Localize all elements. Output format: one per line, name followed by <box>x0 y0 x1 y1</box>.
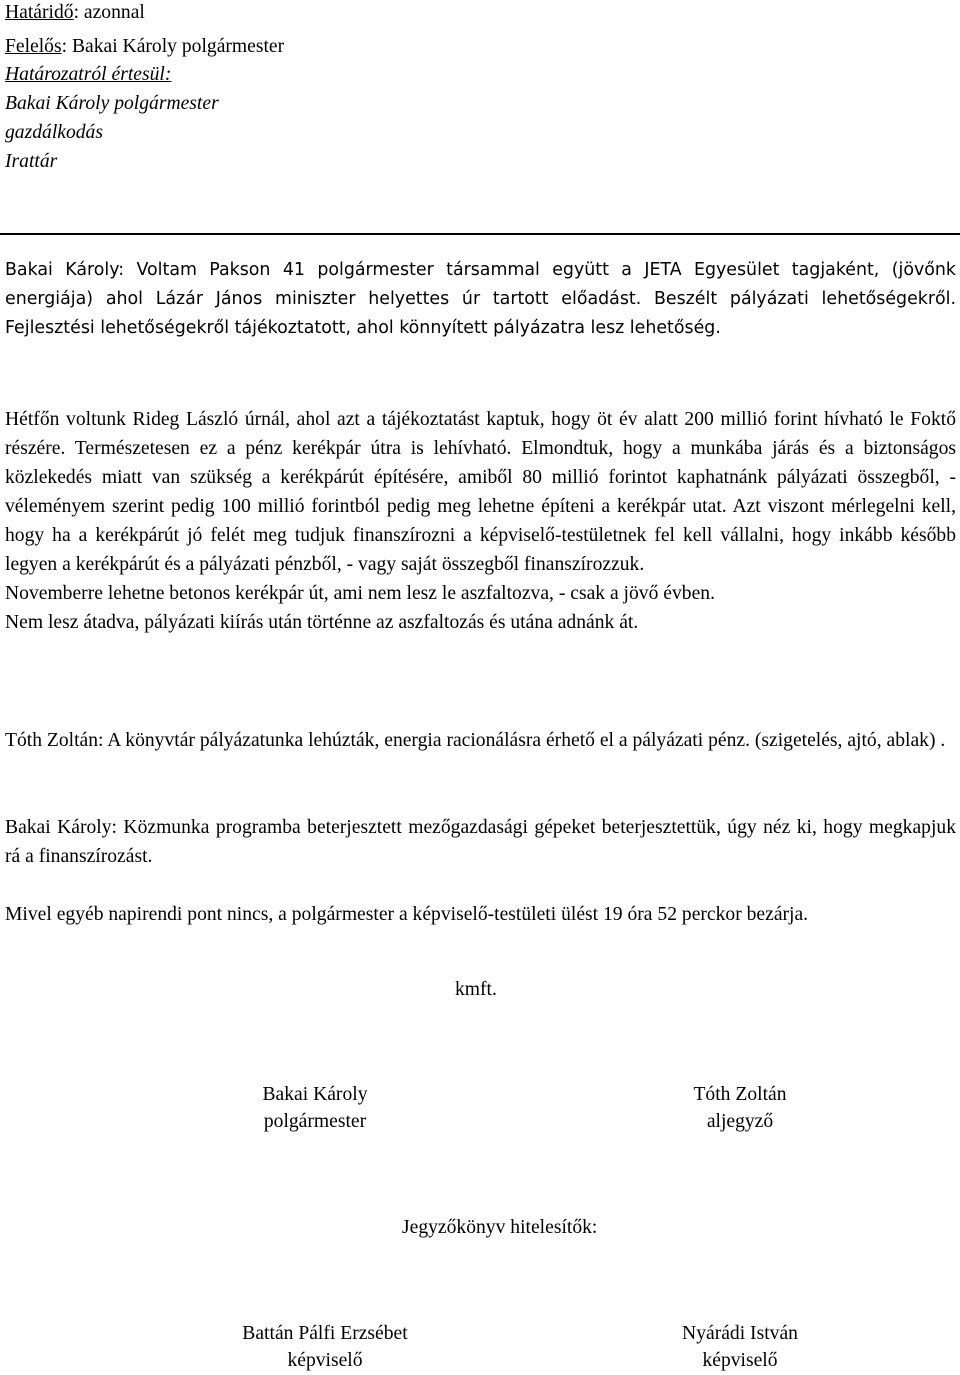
responsible-label: Felelős <box>5 36 62 57</box>
paragraph-hetfon <box>5 405 956 637</box>
signer-role: képviselő <box>287 1350 363 1371</box>
notified-heading: Határozatról értesül: <box>5 64 172 85</box>
authenticators-label: Jegyzőkönyv hitelesítők: <box>402 1217 598 1238</box>
deadline-label: Határidő <box>5 2 74 23</box>
signer-role: aljegyző <box>706 1111 774 1132</box>
responsible-line <box>5 37 284 57</box>
signer-name: Battán Pálfi Erzsébet <box>242 1323 408 1344</box>
deadline-value: : azonnal <box>73 2 145 23</box>
paragraph-pakson: Bakai Károly: Voltam Pakson 41 polgármester társammal együtt a JETA Egyesület tagjaként, (jövőnk energiája) ahol Lázár János miniszter helyettes úr tartott előadást. Beszélt pályázati lehetőségekről. Fejlesztési lehetőségekről tájékoztatott, ahol könnyített pályázatra lesz lehetőség. <box>5 260 956 338</box>
signer-name: Tóth Zoltán <box>693 1084 787 1105</box>
paragraph-atadas: Nem lesz átadva, pályázati kiírás után történne az aszfaltozás és utána adnánk át. <box>5 612 639 633</box>
signature-mayor <box>215 1081 415 1135</box>
paragraph-toth: Tóth Zoltán: A könyvtár pályázatunka lehúzták, energia racionálásra érhető el a pályázati pénz. (szigetelés, ajtó, ablak) . <box>5 730 946 751</box>
signature-authenticator-1 <box>195 1320 455 1374</box>
signer-role: polgármester <box>263 1111 367 1132</box>
paragraph-november: Novemberre lehetne betonos kerékpár út, ami nem lesz le aszfaltozva, - csak a jövő évben. <box>5 583 715 604</box>
paragraph-hetfon-text: Hétfőn voltunk Rideg László úrnál, ahol azt a tájékoztatást kaptuk, hogy öt év alatt 200 millió forint hívható le Foktő részére. Természetesen ez a pénz kerékpár útra is lehívható. Elmondtuk, hogy a munkába járás és a biztonságos közlekedés miatt van szükség a kerékpárút építésére, amiből 80 millió forintot kaphatnánk pályázati összegből, - véleményem szerint pedig 100 millió forintból pedig meg lehetne építeni a kerékpár utat. Azt viszont mérlegelni kell, hogy ha a kerékpárút jó felét meg tudjuk finanszírozni a képviselő-testületnek fel kell vállalni, hogy inkább később legyen a kerékpárút és a pályázati pénzből, - vagy saját összegből finanszírozzuk. <box>5 409 956 575</box>
paragraph-kozmunka: Bakai Károly: Közmunka programba beterjesztett mezőgazdasági gépeket beterjesztettük, úgy néz ki, hogy megkapjuk rá a finanszírozást. <box>5 817 956 867</box>
section-divider <box>0 233 960 235</box>
signature-authenticator-2 <box>630 1320 850 1374</box>
signer-role: képviselő <box>702 1350 778 1371</box>
signer-name: Bakai Károly <box>262 1084 368 1105</box>
paragraph-closing: Mivel egyéb napirendi pont nincs, a polgármester a képviselő-testületi ülést 19 óra 52 perckor bezárja. <box>5 904 809 925</box>
deadline-line <box>5 3 145 23</box>
responsible-value: : Bakai Károly polgármester <box>61 36 285 57</box>
notified-item: Irattár <box>5 151 58 172</box>
notified-item: Bakai Károly polgármester <box>5 93 219 114</box>
signer-name: Nyárádi István <box>682 1323 798 1344</box>
signature-notary <box>640 1081 840 1135</box>
kmft-label: kmft. <box>455 979 497 1000</box>
notified-item: gazdálkodás <box>5 122 103 143</box>
